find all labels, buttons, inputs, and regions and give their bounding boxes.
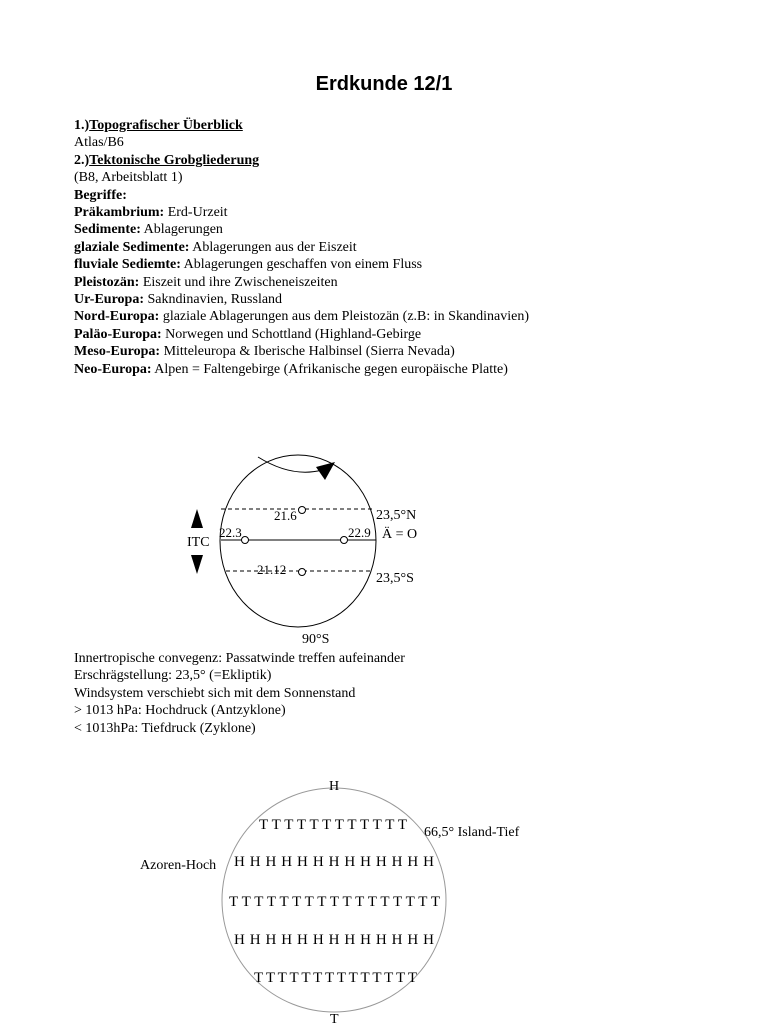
definition: Alpen = Faltengebirge (Afrikanische gegen europäische Platte) <box>151 361 508 377</box>
south-pole-label: 90°S <box>302 632 330 647</box>
rotation-arc <box>258 457 322 472</box>
term: Ur-Europa: <box>74 292 144 308</box>
date-label-left: 22.3 <box>219 525 242 540</box>
term: Nord-Europa: <box>74 309 160 325</box>
sun-position-marker <box>242 537 249 544</box>
north-label: H <box>329 779 340 794</box>
section-title: Topografischer Überblick <box>89 118 243 133</box>
definition: Ablagerungen geschaffen von einem Fluss <box>180 257 423 273</box>
note-line: < 1013hPa: Tiefdruck (Zyklone) <box>74 720 256 736</box>
section-1-sub: Atlas/B6 <box>74 135 124 151</box>
sun-position-marker <box>299 507 306 514</box>
island-tief-label: 66,5° Island-Tief <box>424 825 520 840</box>
itc-label: ITC <box>187 535 210 550</box>
term: Paläo-Europa: <box>74 326 162 342</box>
tropic-south-label: 23,5°S <box>376 571 414 586</box>
section-2-sub: (B8, Arbeitsblatt 1) <box>74 170 183 186</box>
definition: glaziale Ablagerungen aus dem Pleistozän (z.B: in Skandinavien) <box>159 309 530 325</box>
sun-position-marker <box>299 569 306 576</box>
term: Pleistozän: <box>74 274 140 290</box>
notes-block <box>74 650 405 737</box>
rotation-arrow-icon <box>316 462 335 480</box>
definition: Ablagerungen <box>140 222 223 238</box>
term: Neo-Europa: <box>74 361 152 377</box>
definition: Norwegen und Schottland (Highland-Gebirge <box>161 326 422 342</box>
azoren-hoch-label: Azoren-Hoch <box>140 858 217 873</box>
pressure-row-high: H H H H H H H H H H H H H <box>234 932 434 948</box>
section-number: 1.) <box>74 118 90 133</box>
date-label-bottom: 21.12 <box>257 562 287 577</box>
note-line: Erschrägstellung: 23,5° (=Ekliptik) <box>74 668 272 684</box>
definition: Erd-Urzeit <box>164 205 228 221</box>
begriffe-label: Begriffe: <box>74 187 127 203</box>
arrow-up-icon <box>191 509 203 528</box>
term: fluviale Sediemte: <box>74 257 181 273</box>
page-title: Erdkunde 12/1 <box>315 73 453 95</box>
tropic-north-label: 23,5°N <box>376 508 417 523</box>
sun-position-marker <box>341 537 348 544</box>
arrow-down-icon <box>191 555 203 574</box>
pressure-row-low: TTTTTTTTTTTTTTTTT <box>229 894 440 910</box>
note-line: > 1013 hPa: Hochdruck (Antzyklone) <box>74 703 286 719</box>
note-line: Innertropische convegenz: Passatwinde treffen aufeinander <box>74 651 405 666</box>
definition: Ablagerungen aus der Eiszeit <box>189 239 357 255</box>
south-label: T <box>330 1012 339 1024</box>
equator-label: Ä = O <box>382 527 418 542</box>
pressure-row-low: TTTTTTTTTTTT <box>259 817 407 833</box>
section-number: 2.) <box>74 152 90 168</box>
pressure-row-high: H H H H H H H H H H H H H <box>234 854 434 870</box>
pressure-row-low: TTTTTTTTTTTTTT <box>254 970 417 986</box>
date-label-top: 21.6 <box>274 508 297 523</box>
definition: Eiszeit und ihre Zwischeneiszeiten <box>139 274 338 290</box>
definition: Sakndinavien, Russland <box>144 292 283 308</box>
section-title: Tektonische Grobgliederung <box>89 152 260 168</box>
definition: Mitteleuropa & Iberische Halbinsel (Sierra Nevada) <box>160 344 455 360</box>
term: Meso-Europa: <box>74 344 161 360</box>
date-label-right: 22.9 <box>348 525 371 540</box>
term: Sedimente: <box>74 222 141 238</box>
term: glaziale Sedimente: <box>74 239 190 255</box>
note-line: Windsystem verschiebt sich mit dem Sonnenstand <box>74 685 356 701</box>
term: Präkambrium: <box>74 205 165 221</box>
